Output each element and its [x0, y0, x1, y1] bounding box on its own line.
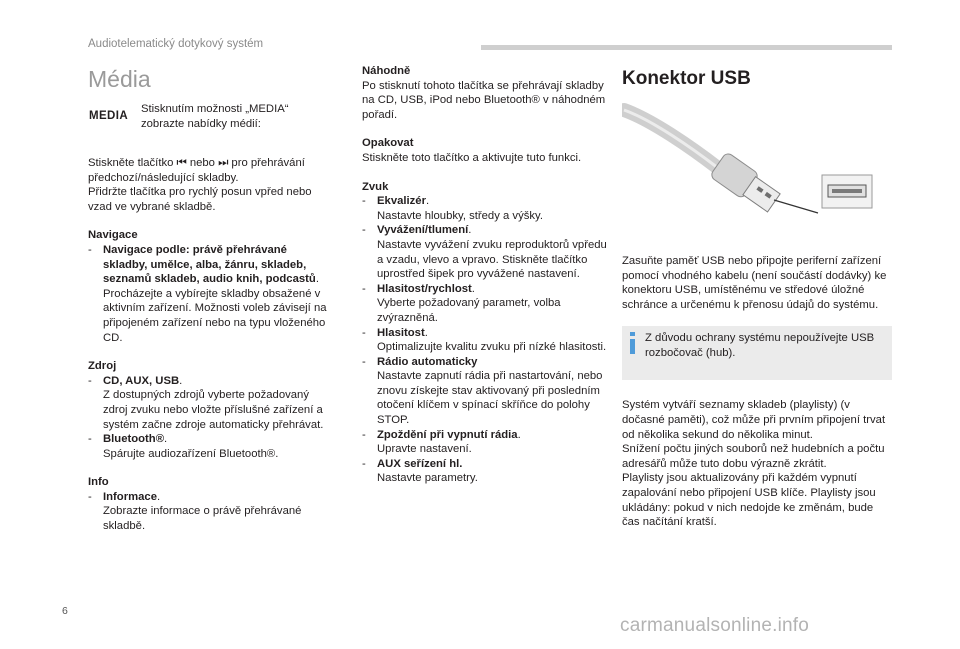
section-title: Zdroj	[88, 360, 117, 373]
item-text: Optimalizujte kvalitu zvuku při nízké hlasitosti.	[377, 341, 607, 354]
list-item: - Informace. Zobrazte informace o právě přehrávané skladbě.	[88, 490, 334, 534]
dash-bullet: -	[88, 243, 92, 256]
usb-paragraph: Systém vytváří seznamy skladeb (playlisty) (v dočasné paměti), což může při prvním připojení trvat od několika sekund do několika minut.	[622, 399, 886, 441]
section-zdroj	[88, 359, 334, 461]
item-label: Hlasitost	[377, 326, 425, 339]
usb-paragraph: Zasuňte paměť USB nebo připojte periferní zařízení pomocí vhodného kabelu (není součástí dodávky) ke konektoru USB, umístěnému ve středové úložné schránce a určenému k přenosu údajů do systému.	[622, 255, 887, 311]
item-label: Zpoždění při vypnutí rádia	[377, 428, 518, 441]
item-label: Navigace podle: právě přehrávané skladby, umělce, alba, žánru, skladeb, seznamů skladeb, audio knih, podcastů	[103, 243, 316, 286]
list-item: - Ekvalizér. Nastavte hloubky, středy a výšky.	[362, 194, 608, 223]
item-text: Nastavte parametry.	[377, 472, 478, 485]
column-settings	[362, 64, 608, 486]
paragraph-line: vzad ve vybrané skladbě.	[88, 200, 216, 213]
column-media	[88, 64, 334, 534]
section-title: Zvuk	[362, 180, 389, 193]
list-item: - Hlasitost/rychlost. Vyberte požadovaný parametr, volba zvýrazněná.	[362, 282, 608, 326]
list-item: - Bluetooth®. Spárujte audiozařízení Bluetooth®.	[88, 432, 334, 461]
paragraph-line: předchozí/následující skladby.	[88, 171, 239, 184]
watermark: carmanualsonline.info	[620, 615, 810, 636]
section-title: Info	[88, 476, 109, 489]
header-title: Audiotelematický dotykový systém	[88, 38, 264, 50]
item-text: Upravte nastavení.	[377, 443, 472, 456]
section-zvuk	[362, 180, 608, 486]
item-label: Ekvalizér	[377, 195, 426, 208]
note-box	[622, 326, 892, 380]
section-nahodne	[362, 64, 608, 122]
note-text: Z důvodu ochrany systému nepoužívejte USB rozbočovač (hub).	[645, 332, 875, 359]
usb-title: Konektor USB	[622, 68, 751, 89]
media-intro	[88, 102, 334, 142]
dash-bullet: -	[362, 224, 366, 237]
item-label: Vyvážení/tlumení	[377, 224, 469, 237]
item-label: CD, AUX, USB	[103, 374, 180, 387]
section-text: Stiskněte toto tlačítko a aktivujte tuto funkci.	[362, 151, 582, 164]
media-badge: MEDIA	[89, 110, 129, 122]
media-title: Média	[88, 66, 151, 92]
list-item: - Hlasitost. Optimalizujte kvalitu zvuku při nízké hlasitosti.	[362, 326, 607, 354]
item-text: Z dostupných zdrojů vyberte požadovaný zdroj zvuku nebo vložte příslušné zařízení a systém začne zdroje automaticky přehrávat.	[103, 389, 324, 431]
section-title: Opakovat	[362, 137, 414, 150]
list-item: - Vyvážení/tlumení. Nastavte vyvážení zvuku reproduktorů vpředu a vzadu, vlevo a vpravo. Stiskněte tlačítko uprostřed šipek pro vyvážené nastavení.	[362, 224, 607, 281]
page-number: 6	[62, 605, 68, 617]
item-text: Procházejte a vybírejte skladby obsažené v aktivním zařízení. Možnosti voleb závisejí na připojeném zařízení nebo na typu vloženého CD.	[103, 287, 327, 344]
dash-bullet: -	[88, 433, 92, 446]
track-controls-paragraph	[88, 156, 334, 214]
item-text: Nastavte hloubky, středy a výšky.	[377, 209, 543, 222]
item-label: Bluetooth®	[103, 433, 165, 446]
dash-bullet: -	[362, 195, 366, 208]
dash-bullet: -	[362, 326, 366, 339]
item-text: Nastavte zapnutí rádia při nastartování, nebo znovu získejte stav aktivovaný při posledním otočení klíčem v spínací skříňce do polohy STOP.	[377, 370, 603, 427]
item-text: Vyberte požadovaný parametr, volba zvýrazněná.	[377, 297, 561, 324]
dash-bullet: -	[362, 428, 366, 441]
item-label: Hlasitost/rychlost	[377, 282, 472, 295]
section-text: Po stisknutí tohoto tlačítka se přehrávají skladby na CD, USB, iPod nebo Bluetooth® v náhodném pořadí.	[362, 79, 606, 121]
dash-bullet: -	[362, 457, 366, 470]
header-bar	[481, 45, 892, 50]
list-item: - CD, AUX, USB. Z dostupných zdrojů vyberte požadovaný zdroj zvuku nebo vložte příslušné zařízení a systém začne zdroje automaticky přehrávat.	[88, 374, 334, 432]
section-title: Náhodně	[362, 65, 411, 77]
list-item	[362, 457, 608, 486]
section-opakovat	[362, 136, 608, 165]
dash-bullet: -	[88, 490, 92, 503]
item-text: Nastavte vyvážení zvuku reproduktorů vpředu a vzadu, vlevo a vpravo. Stiskněte tlačítko uprostřed šipek pro vyvážené nastavení.	[377, 238, 607, 281]
list-item: - Zpoždění při vypnutí rádia. Upravte nastavení.	[362, 428, 608, 457]
info-icon	[627, 332, 639, 354]
list-item	[362, 355, 608, 428]
section-title: Navigace	[88, 229, 138, 242]
media-intro-text: Stisknutím možnosti „MEDIA“ zobrazte nabídky médií:	[141, 103, 289, 130]
item-label: Rádio automaticky	[377, 355, 478, 368]
section-navigace	[88, 228, 334, 345]
paragraph-line: Přidržte tlačítka pro rychlý posun vpřed nebo	[88, 186, 312, 199]
paragraph-line: Stiskněte tlačítko ⏮ nebo ⏭ pro přehrávání	[88, 157, 305, 169]
dash-bullet: -	[362, 282, 366, 295]
usb-plug-icon	[622, 96, 892, 214]
dash-bullet: -	[362, 355, 366, 368]
list-item: - Navigace podle: právě přehrávané skladby, umělce, alba, žánru, skladeb, seznamů skladeb, audio knih, podcastů. Procházejte a vybírejte skladby obsažené v aktivním zařízení. Možnosti voleb závisejí na připojeném zařízení nebo na typu vloženého CD.	[88, 243, 334, 345]
dash-bullet: -	[88, 374, 92, 387]
item-label: Informace	[103, 490, 157, 503]
column-usb	[622, 64, 892, 530]
item-label: AUX seřízení hl.	[377, 457, 463, 470]
item-text: Zobrazte informace o právě přehrávané skladbě.	[103, 505, 302, 533]
usb-paragraph: Playlisty jsou aktualizovány při každém vypnutí zapalování nebo připojení USB klíče. Playlisty jsou ukládány: pokud v nich nedojde ke změnám, bude čas načítání kratší.	[622, 472, 876, 529]
usb-connector-illustration	[622, 96, 892, 214]
usb-paragraph: Snížení počtu jiných souborů než hudebních a počtu adresářů může tuto dobu výrazně zkrátit.	[622, 443, 885, 470]
section-info	[88, 475, 334, 533]
item-text: Spárujte audiozařízení Bluetooth®.	[103, 447, 279, 460]
